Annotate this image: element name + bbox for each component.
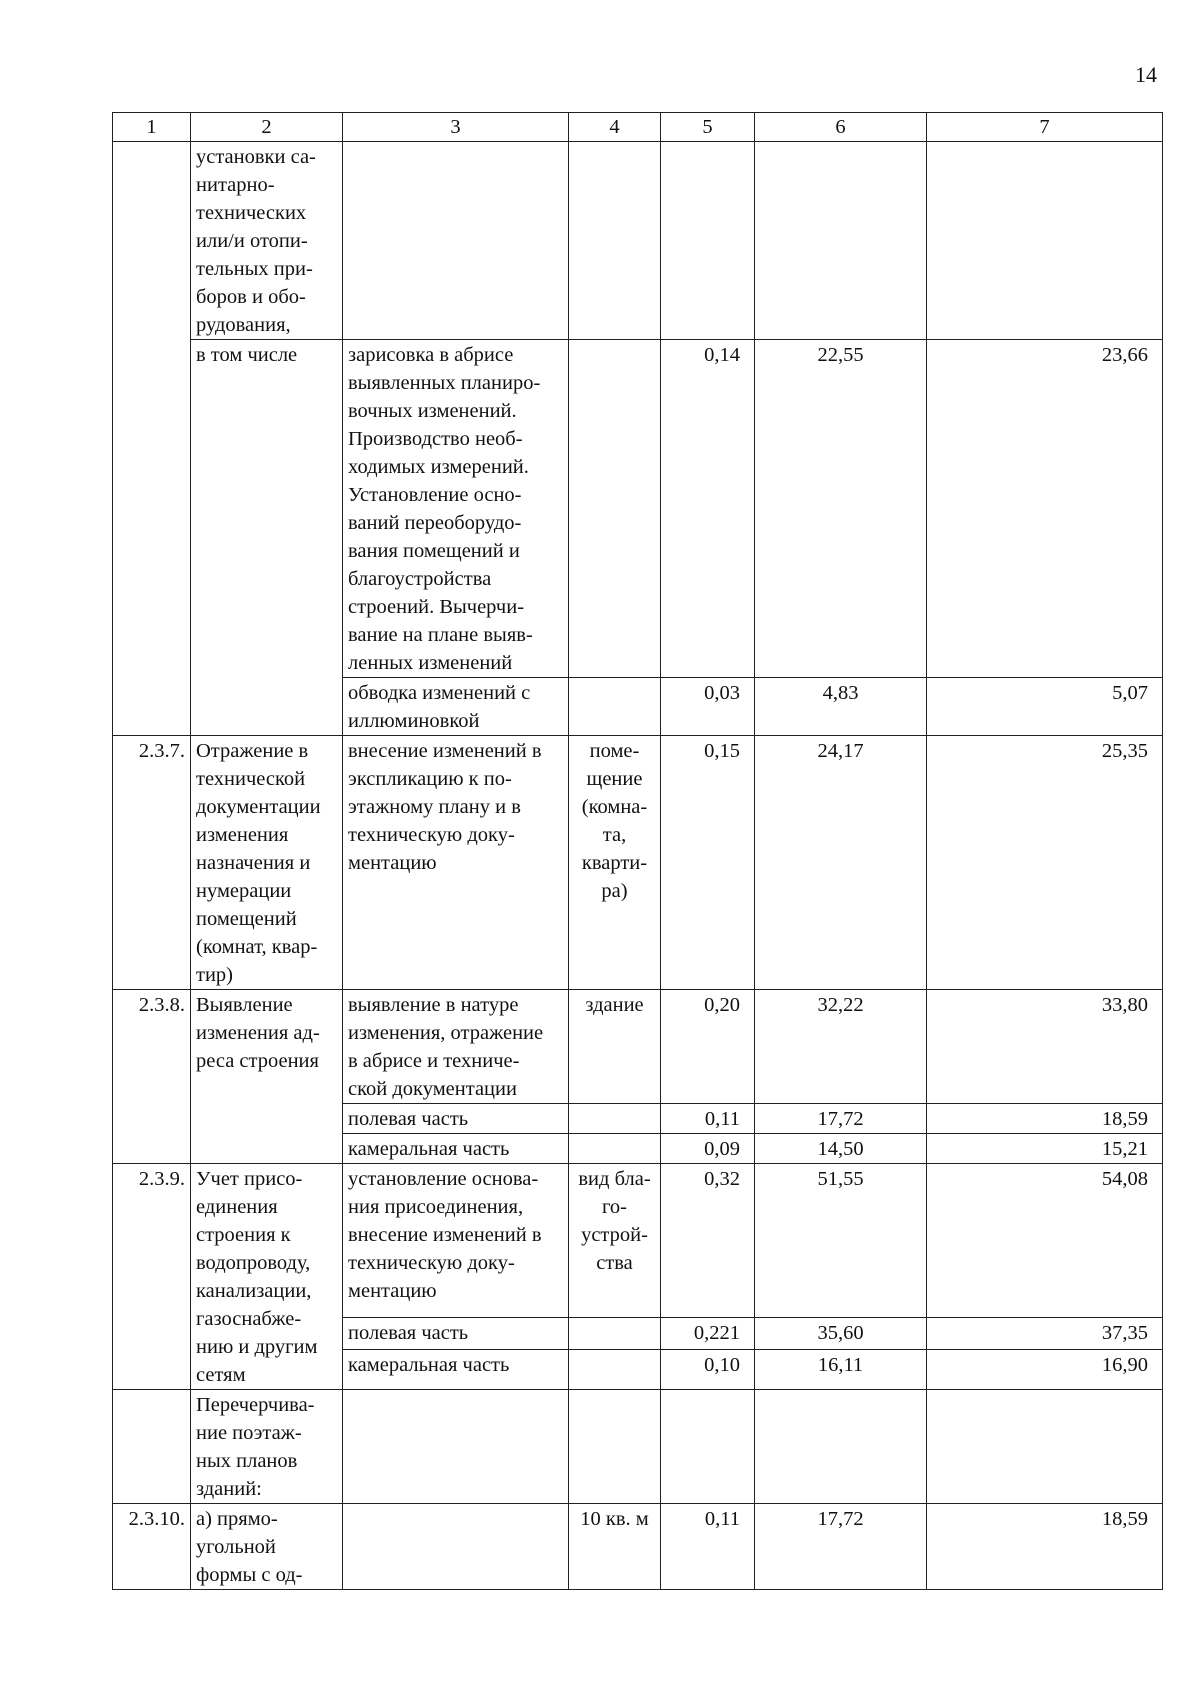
norm-cell: 0,03 [661,678,755,736]
price-cell: 32,22 [755,990,927,1104]
header-cell: 1 [113,113,191,142]
price-cell [755,142,927,340]
work-cell: полевая часть [343,1317,569,1349]
table-row [113,340,1163,678]
header-cell: 3 [343,113,569,142]
item-number-cell [113,1390,191,1504]
price-vat-cell: 15,21 [927,1134,1163,1164]
header-cell: 5 [661,113,755,142]
price-vat-cell: 16,90 [927,1350,1163,1390]
price-vat-cell: 5,07 [927,678,1163,736]
table-row [113,1504,1163,1590]
item-name-cell: а) прямо- угольной формы с од- [191,1504,343,1590]
table-row [113,1164,1163,1318]
item-number-cell: 2.3.9. [113,1164,191,1390]
header-cell: 7 [927,113,1163,142]
header-cell: 2 [191,113,343,142]
price-vat-cell: 25,35 [927,736,1163,990]
price-cell [755,1390,927,1504]
unit-cell [569,1317,661,1349]
unit-cell [569,142,661,340]
item-name-cell: Учет присо- единения строения к водопроводу, канализации, газоснабже- нию и другим сетям [191,1164,343,1390]
price-cell: 35,60 [755,1317,927,1349]
work-cell: полевая часть [343,1104,569,1134]
work-cell: внесение изменений в экспликацию к по- этажному плану и в техническую доку- ментацию [343,736,569,990]
work-cell: камеральная часть [343,1134,569,1164]
tariff-table [112,112,1163,1590]
item-name-cell: Выявление изменения ад- реса строения [191,990,343,1164]
unit-cell [569,1390,661,1504]
unit-cell: 10 кв. м [569,1504,661,1590]
unit-cell: здание [569,990,661,1104]
price-cell: 22,55 [755,340,927,678]
item-number-cell [113,142,191,736]
work-cell [343,1390,569,1504]
unit-cell [569,1104,661,1134]
header-cell: 6 [755,113,927,142]
work-cell: выявление в натуре изменения, отражение в абрисе и техниче- ской документации [343,990,569,1104]
item-name-cell: Отражение в технической документации изменения назначения и нумерации помещений (комнат, квар- тир) [191,736,343,990]
header-row [113,113,1163,142]
norm-cell [661,1390,755,1504]
unit-cell: поме- щение (комна- та, кварти- ра) [569,736,661,990]
unit-cell [569,678,661,736]
price-cell: 17,72 [755,1504,927,1590]
work-cell: зарисовка в абрисе выявленных планиро- вочных изменений. Производство необ- ходимых измерений. Установление осно- ваний переоборудо- вания помещений и благоустройства строений. Вычерчи- вание на плане выяв- ленных изменений [343,340,569,678]
work-cell: установление основа- ния присоединения, внесение изменений в техническую доку- ментацию [343,1164,569,1318]
item-number-cell: 2.3.7. [113,736,191,990]
table-row [113,990,1163,1104]
unit-cell: вид бла- го- устрой- ства [569,1164,661,1318]
price-vat-cell: 37,35 [927,1317,1163,1349]
unit-cell [569,340,661,678]
price-cell: 24,17 [755,736,927,990]
norm-cell: 0,15 [661,736,755,990]
norm-cell: 0,09 [661,1134,755,1164]
norm-cell: 0,221 [661,1317,755,1349]
table-row [113,142,1163,340]
work-cell [343,1504,569,1590]
item-name-cell: установки са- нитарно- технических или/и отопи- тельных при- боров и обо- рудования, [191,142,343,340]
price-vat-cell: 18,59 [927,1504,1163,1590]
price-cell: 51,55 [755,1164,927,1318]
norm-cell: 0,11 [661,1104,755,1134]
unit-cell [569,1350,661,1390]
header-cell: 4 [569,113,661,142]
norm-cell: 0,20 [661,990,755,1104]
price-vat-cell: 33,80 [927,990,1163,1104]
work-cell: обводка изменений с иллюминовкой [343,678,569,736]
norm-cell: 0,11 [661,1504,755,1590]
price-cell: 4,83 [755,678,927,736]
item-name-cell: Перечерчива- ние поэтаж- ных планов зданий: [191,1390,343,1504]
table-row [113,1390,1163,1504]
norm-cell: 0,14 [661,340,755,678]
price-cell: 17,72 [755,1104,927,1134]
price-vat-cell [927,142,1163,340]
price-vat-cell: 18,59 [927,1104,1163,1134]
page-number: 14 [1135,62,1157,87]
price-vat-cell: 54,08 [927,1164,1163,1318]
price-vat-cell: 23,66 [927,340,1163,678]
item-number-cell: 2.3.8. [113,990,191,1164]
price-cell: 16,11 [755,1350,927,1390]
work-cell [343,142,569,340]
price-vat-cell [927,1390,1163,1504]
unit-cell [569,1134,661,1164]
norm-cell: 0,10 [661,1350,755,1390]
item-number-cell: 2.3.10. [113,1504,191,1590]
price-cell: 14,50 [755,1134,927,1164]
norm-cell [661,142,755,340]
table-row [113,736,1163,990]
norm-cell: 0,32 [661,1164,755,1318]
item-name-cell: в том числе [191,340,343,736]
work-cell: камеральная часть [343,1350,569,1390]
